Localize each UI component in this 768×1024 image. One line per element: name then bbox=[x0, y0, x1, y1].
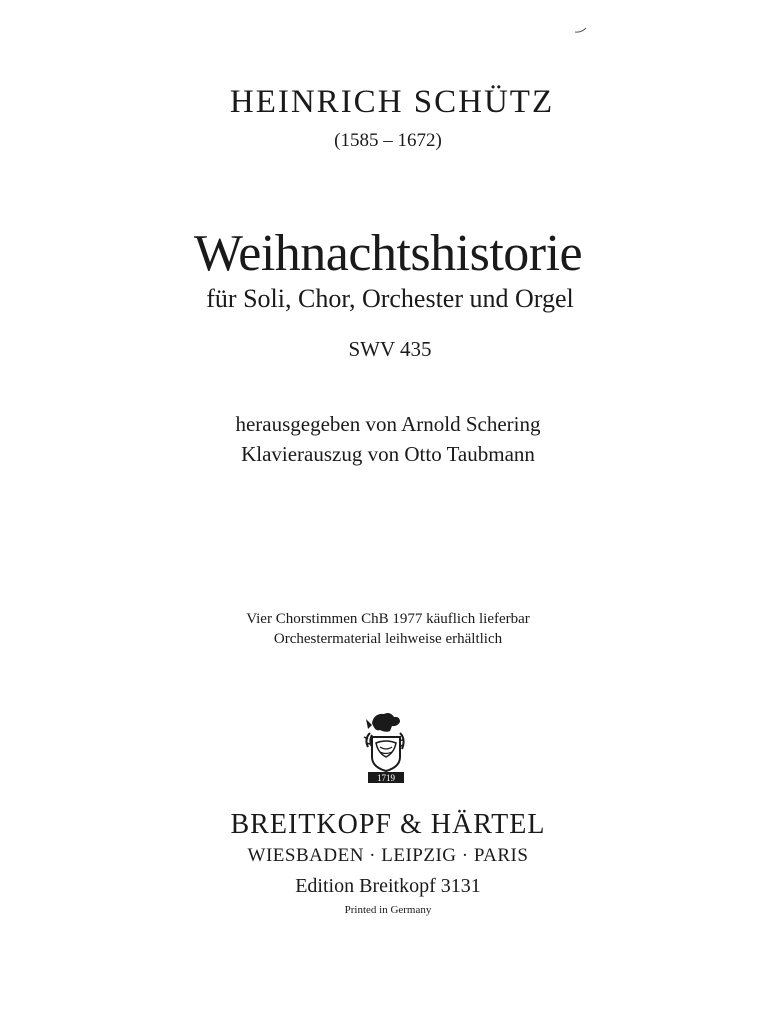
publisher-cities: WIESBADEN · LEIPZIG · PARIS bbox=[247, 845, 529, 866]
composer-dates: (1585 – 1672) bbox=[334, 130, 442, 151]
edition-number: Edition Breitkopf 3131 bbox=[295, 875, 481, 897]
logo-year: 1719 bbox=[377, 773, 395, 783]
publisher-name: BREITKOPF & HÄRTEL bbox=[230, 809, 546, 840]
corner-mark-icon bbox=[574, 26, 588, 34]
publisher-logo-icon bbox=[350, 705, 422, 787]
choral-parts-note: Vier Chorstimmen ChB 1977 käuflich lieferbar bbox=[246, 611, 530, 627]
piano-reduction-credit: Klavierauszug von Otto Taubmann bbox=[241, 442, 535, 466]
orchestral-material-note: Orchestermaterial leihweise erhältlich bbox=[273, 631, 503, 647]
composer-name: HEINRICH SCHÜTZ bbox=[229, 84, 555, 120]
work-subtitle: für Soli, Chor, Orchester und Orgel bbox=[206, 284, 574, 313]
editor-credit: herausgegeben von Arnold Schering bbox=[235, 412, 541, 436]
catalog-number: SWV 435 bbox=[348, 337, 432, 361]
printed-in-note: Printed in Germany bbox=[344, 904, 432, 916]
work-title: Weihnachtshistorie bbox=[193, 225, 583, 282]
